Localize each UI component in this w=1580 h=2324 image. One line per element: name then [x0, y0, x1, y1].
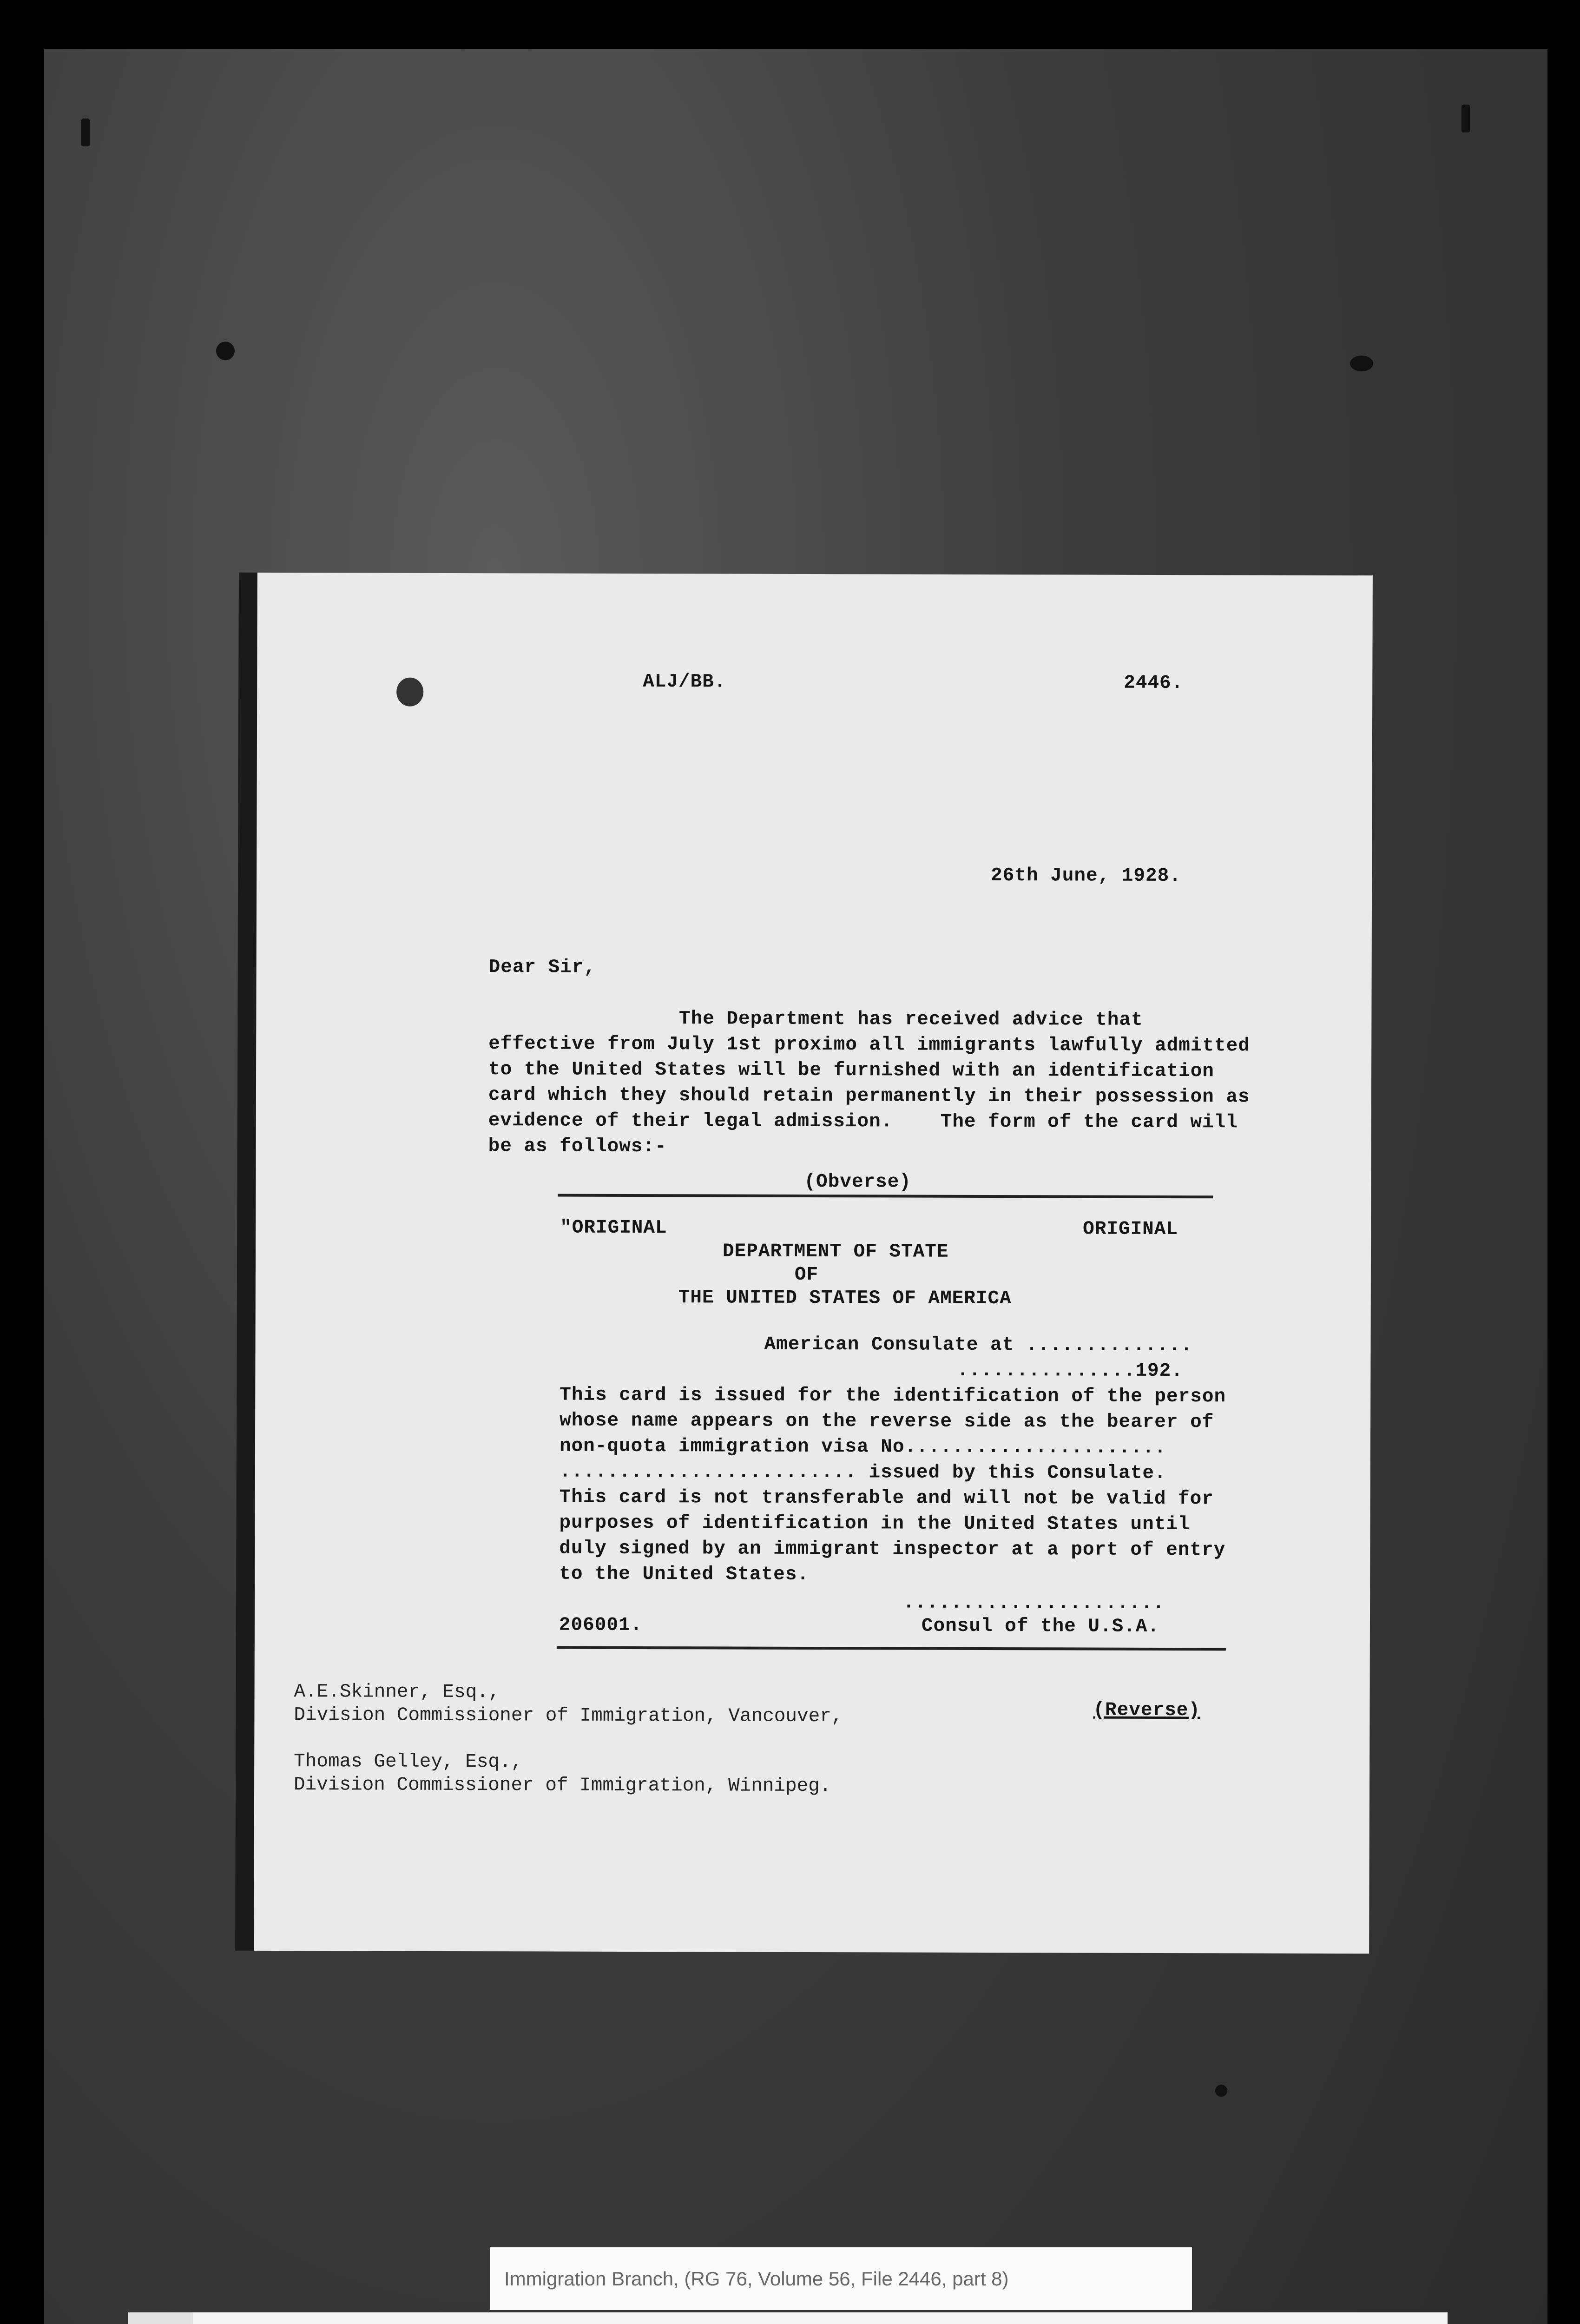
recipient-line: A.E.Skinner, Esq.,	[294, 1681, 500, 1703]
body-line: The Department has received advice that	[488, 1008, 1143, 1031]
body-line: be as follows:-	[488, 1136, 667, 1158]
card-number: 206001.	[559, 1614, 643, 1637]
card-consulate-line: American Consulate at ..............	[764, 1334, 1193, 1357]
source-citation: Immigration Branch, (RG 76, Volume 56, File 2446, part 8)	[490, 2247, 1192, 2310]
punch-hole	[396, 678, 423, 706]
card-original-left: "ORIGINAL	[560, 1217, 667, 1239]
salutation: Dear Sir,	[488, 957, 596, 978]
card-year-line: ...............192.	[957, 1360, 1183, 1382]
card-original-right: ORIGINAL	[1083, 1218, 1178, 1241]
card-text-line: purposes of identification in the United States until	[559, 1512, 1190, 1536]
archives-stamp	[128, 2312, 1448, 2324]
obverse-label: (Obverse)	[804, 1171, 911, 1193]
card-consul: Consul of the U.S.A.	[921, 1615, 1160, 1637]
card-heading: OF	[794, 1264, 819, 1286]
card-text-line: This card is issued for the identification of the person	[560, 1384, 1226, 1408]
letter-page	[254, 573, 1373, 1954]
body-line: effective from July 1st proximo all immigrants lawfully admitted	[488, 1033, 1250, 1057]
card-text-line: to the United States.	[559, 1563, 809, 1585]
card-signature-dots: ......................	[903, 1592, 1165, 1614]
reverse-label: (Reverse)	[1093, 1699, 1200, 1722]
card-heading: DEPARTMENT OF STATE	[723, 1241, 949, 1263]
letter-date: 26th June, 1928.	[991, 865, 1181, 887]
body-line: card which they should retain permanently in their possession as	[488, 1084, 1250, 1108]
reference-code: ALJ/BB.	[643, 671, 726, 693]
card-bottom-rule	[557, 1646, 1226, 1651]
card-text-line: This card is not transferable and will not be valid for	[559, 1486, 1214, 1510]
card-text-line: duly signed by an immigrant inspector at a port of entry	[559, 1538, 1226, 1561]
card-text-line: non-quota immigration visa No......................	[559, 1435, 1166, 1459]
body-line: evidence of their legal admission. The form of the card will	[488, 1110, 1238, 1134]
body-line: to the United States will be furnished with an identification	[488, 1059, 1215, 1083]
recipient-line: Division Commissioner of Immigration, Winnipeg.	[293, 1774, 831, 1797]
recipient-line: Thomas Gelley, Esq.,	[294, 1751, 523, 1773]
card-text-line: ......................... issued by this Consulate.	[559, 1461, 1166, 1484]
card-text-line: whose name appears on the reverse side as the bearer of	[560, 1410, 1214, 1433]
file-number: 2446.	[1124, 672, 1184, 694]
card-top-rule	[558, 1194, 1213, 1199]
card-heading: THE UNITED STATES OF AMERICA	[678, 1287, 1012, 1310]
recipient-line: Division Commissioner of Immigration, Vancouver,	[294, 1704, 843, 1728]
